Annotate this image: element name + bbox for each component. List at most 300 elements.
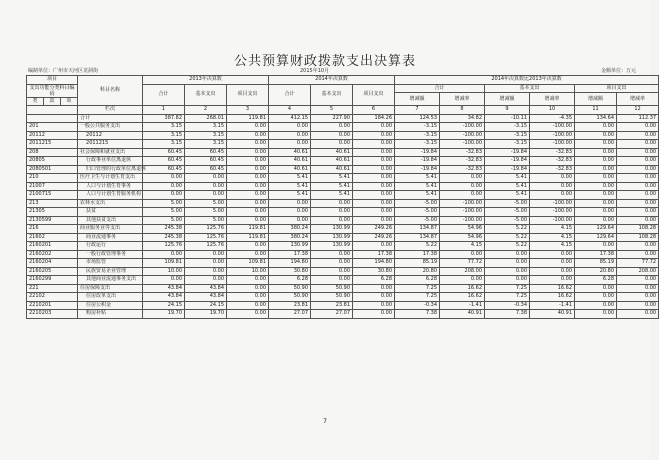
amount-cell: 5.00 [143, 216, 185, 225]
amount-cell: 5.00 [143, 208, 185, 217]
amount-cell: -100.00 [530, 140, 575, 149]
table-row [27, 131, 659, 140]
amount-cell: 0.00 [227, 242, 269, 251]
header-cmp-basic: 基本支出 [485, 84, 575, 93]
amount-cell: 0.00 [227, 250, 269, 259]
amount-cell: 0.00 [575, 199, 617, 208]
amount-cell: -5.00 [395, 199, 440, 208]
function-code: 2160201 [27, 242, 78, 251]
amount-cell: -1.41 [530, 301, 575, 310]
amount-cell: 387.82 [143, 114, 185, 123]
amount-cell: -4.35 [530, 114, 575, 123]
amount-cell: -19.84 [485, 148, 530, 157]
amount-cell: 3.15 [185, 131, 227, 140]
amount-cell: 249.26 [353, 225, 395, 234]
header-cmp-project: 项目支出 [575, 84, 659, 93]
table-row [27, 123, 659, 132]
subject-name: 购房补贴 [78, 310, 143, 319]
amount-cell: 0.00 [185, 267, 227, 276]
amount-cell: 16.62 [440, 293, 485, 302]
amount-cell: 125.76 [185, 225, 227, 234]
amount-cell: 0.00 [269, 123, 311, 132]
function-code: 22102 [27, 293, 78, 302]
subject-name: 医疗卫生与计划生育支出 [78, 174, 143, 183]
amount-cell: 0.00 [227, 310, 269, 319]
amount-cell: -19.84 [485, 165, 530, 174]
amount-cell: 3.15 [185, 140, 227, 149]
amount-cell: 0.00 [227, 165, 269, 174]
column-number: 6 [353, 106, 395, 115]
amount-cell: 0.00 [575, 123, 617, 132]
amount-cell: 125.76 [185, 242, 227, 251]
amount-cell: 109.81 [143, 259, 185, 268]
amount-cell: -19.84 [395, 165, 440, 174]
amount-cell: 0.00 [617, 293, 659, 302]
amount-cell: 0.00 [353, 174, 395, 183]
subject-name: 人口与计划生育事务 [78, 182, 143, 191]
amount-cell: 0.00 [530, 191, 575, 200]
amount-cell: 0.00 [185, 259, 227, 268]
amount-cell: -32.83 [440, 157, 485, 166]
function-code: 2160299 [27, 276, 78, 285]
amount-cell: 0.00 [227, 131, 269, 140]
amount-cell: 0.00 [311, 276, 353, 285]
amount-cell: 5.00 [143, 199, 185, 208]
amount-cell: 0.00 [353, 216, 395, 225]
amount-cell: 0.00 [575, 208, 617, 217]
amount-cell: 10.00 [143, 267, 185, 276]
amount-cell: 112.37 [617, 114, 659, 123]
amount-cell: 227.90 [311, 114, 353, 123]
subject-name: 商业流通事务 [78, 233, 143, 242]
amount-cell: 0.00 [617, 276, 659, 285]
column-number: 9 [485, 106, 530, 115]
amount-cell: 0.00 [353, 123, 395, 132]
amount-cell: 0.00 [575, 165, 617, 174]
column-number: 8 [440, 106, 485, 115]
column-number: 11 [575, 106, 617, 115]
amount-cell: 43.84 [185, 293, 227, 302]
report-date: 2015年10月 [300, 68, 330, 74]
amount-cell: 0.00 [353, 242, 395, 251]
amount-cell: 0.00 [353, 148, 395, 157]
amount-cell: -100.00 [440, 199, 485, 208]
amount-cell: -100.00 [530, 208, 575, 217]
function-code: 21007 [27, 182, 78, 191]
column-number: 3 [227, 106, 269, 115]
amount-cell: -100.00 [530, 123, 575, 132]
amount-cell: 19.70 [185, 310, 227, 319]
amount-cell: -32.83 [440, 165, 485, 174]
function-code: 201 [27, 123, 78, 132]
table-row [27, 199, 659, 208]
amount-cell: -0.34 [395, 301, 440, 310]
table-row [27, 216, 659, 225]
amount-cell: 16.62 [440, 284, 485, 293]
amount-cell: 0.00 [353, 191, 395, 200]
amount-cell: -100.00 [440, 123, 485, 132]
amount-cell: 0.00 [617, 208, 659, 217]
amount-cell: 4.15 [530, 233, 575, 242]
amount-cell: 0.00 [617, 216, 659, 225]
amount-cell: 5.41 [269, 182, 311, 191]
amount-cell: 0.00 [617, 174, 659, 183]
header-total-rate: 增减率 [440, 93, 485, 106]
amount-cell: -100.00 [440, 208, 485, 217]
amount-cell: -100.00 [530, 199, 575, 208]
function-code: 20112 [27, 131, 78, 140]
amount-cell: 54.96 [440, 233, 485, 242]
amount-cell: 43.84 [143, 284, 185, 293]
table-row [27, 191, 659, 200]
amount-cell: 50.90 [311, 293, 353, 302]
amount-cell: 268.01 [185, 114, 227, 123]
amount-cell: 0.00 [575, 242, 617, 251]
amount-cell: 108.28 [617, 225, 659, 234]
amount-cell: 249.26 [353, 233, 395, 242]
amount-cell: -32.83 [530, 165, 575, 174]
amount-cell: 6.28 [353, 276, 395, 285]
header-xiang: 项 [61, 97, 78, 106]
amount-cell: 119.81 [227, 233, 269, 242]
amount-cell: 0.00 [227, 191, 269, 200]
function-code: 2210201 [27, 301, 78, 310]
header-2014-basic: 基本支出 [311, 84, 353, 106]
amount-cell: 0.00 [143, 174, 185, 183]
amount-cell: 0.00 [617, 131, 659, 140]
amount-cell: 125.76 [143, 242, 185, 251]
amount-cell: 0.00 [575, 310, 617, 319]
subject-name: 住房改革支出 [78, 293, 143, 302]
amount-cell: -1.41 [440, 301, 485, 310]
amount-cell: -100.00 [440, 131, 485, 140]
table-row [27, 114, 659, 123]
amount-cell: 7.25 [485, 284, 530, 293]
amount-cell: 0.00 [575, 216, 617, 225]
header-code: 支出功能分类科目编码 [27, 84, 78, 97]
amount-cell: 0.00 [353, 301, 395, 310]
function-code: 210 [27, 174, 78, 183]
amount-cell: 50.90 [269, 293, 311, 302]
amount-cell: 50.90 [311, 284, 353, 293]
amount-cell: -19.84 [395, 148, 440, 157]
amount-cell: 0.00 [311, 267, 353, 276]
amount-cell: 0.00 [530, 267, 575, 276]
amount-cell: 3.15 [143, 140, 185, 149]
subject-name: 一般行政管理事务 [78, 250, 143, 259]
table-row [27, 301, 659, 310]
subject-name: 住房公积金 [78, 301, 143, 310]
function-code: 216 [27, 225, 78, 234]
amount-cell: 27.07 [269, 310, 311, 319]
amount-cell: 0.00 [617, 242, 659, 251]
amount-cell: -100.00 [530, 131, 575, 140]
amount-cell: 130.99 [311, 242, 353, 251]
subject-name: 社会保障和就业支出 [78, 148, 143, 157]
subject-name: 其他扶贫支出 [78, 216, 143, 225]
subject-name: 行政事业单位离退休 [78, 157, 143, 166]
subject-name: 2011215 [78, 140, 143, 149]
table-row [27, 284, 659, 293]
table-row [27, 208, 659, 217]
amount-cell: 0.00 [485, 250, 530, 259]
amount-cell: 0.00 [143, 250, 185, 259]
function-code: 2011215 [27, 140, 78, 149]
amount-cell: -100.00 [440, 216, 485, 225]
amount-cell: 0.00 [269, 216, 311, 225]
amount-cell: -3.15 [485, 131, 530, 140]
amount-cell: 109.81 [227, 259, 269, 268]
subject-name: 合计 [78, 114, 143, 123]
header-item: 项目 [27, 76, 78, 85]
amount-cell: 0.00 [575, 148, 617, 157]
header-compare: 2014年决算数比2013年决算数 [395, 76, 659, 85]
amount-cell: 0.00 [485, 259, 530, 268]
amount-cell: 5.41 [311, 182, 353, 191]
amount-cell: 0.00 [530, 182, 575, 191]
amount-cell: -3.15 [395, 123, 440, 132]
amount-cell: 0.00 [311, 199, 353, 208]
amount-cell: 0.00 [227, 182, 269, 191]
table-row [27, 148, 659, 157]
function-code: 2160204 [27, 259, 78, 268]
amount-cell: 5.00 [185, 216, 227, 225]
amount-cell: 129.64 [575, 225, 617, 234]
amount-cell: 5.41 [395, 191, 440, 200]
amount-cell: 0.00 [269, 140, 311, 149]
amount-cell: 3.15 [143, 131, 185, 140]
amount-cell: 4.15 [530, 225, 575, 234]
function-code: 2160202 [27, 250, 78, 259]
amount-cell: 0.00 [227, 208, 269, 217]
amount-cell: 50.90 [269, 284, 311, 293]
function-code: 2100715 [27, 191, 78, 200]
subject-name: 农林水支出 [78, 199, 143, 208]
amount-cell: 7.25 [395, 293, 440, 302]
header-cmp-total: 合计 [395, 84, 485, 93]
column-number: 2 [185, 106, 227, 115]
header-class: 类 [27, 97, 44, 106]
amount-cell: 0.00 [353, 165, 395, 174]
amount-cell: 0.00 [311, 131, 353, 140]
amount-cell: 0.00 [353, 208, 395, 217]
amount-cell: -3.15 [485, 123, 530, 132]
table-row [27, 174, 659, 183]
amount-cell: 5.41 [269, 174, 311, 183]
table-row [27, 267, 659, 276]
amount-cell: 17.38 [395, 250, 440, 259]
table-row [27, 293, 659, 302]
amount-cell: 85.19 [395, 259, 440, 268]
function-code: 21602 [27, 233, 78, 242]
header-2013-total: 合计 [143, 84, 185, 106]
amount-cell: 16.62 [530, 293, 575, 302]
amount-cell: 0.00 [227, 216, 269, 225]
amount-cell: 0.00 [143, 276, 185, 285]
amount-cell: 0.00 [530, 174, 575, 183]
amount-cell: 5.41 [485, 174, 530, 183]
amount-cell: -100.00 [530, 216, 575, 225]
amount-cell: 0.00 [485, 276, 530, 285]
amount-cell: 5.41 [311, 174, 353, 183]
amount-cell: 380.24 [269, 233, 311, 242]
amount-cell: 108.28 [617, 233, 659, 242]
amount-cell: 60.45 [143, 148, 185, 157]
amount-cell: 77.72 [617, 259, 659, 268]
function-code: 213 [27, 199, 78, 208]
function-code: 2210203 [27, 310, 78, 319]
amount-cell: 40.61 [269, 157, 311, 166]
header-2014-project: 项目支出 [353, 84, 395, 106]
amount-cell: 0.00 [617, 250, 659, 259]
amount-cell: 184.26 [353, 114, 395, 123]
amount-cell: 0.00 [143, 191, 185, 200]
amount-cell: 6.28 [269, 276, 311, 285]
amount-cell: 0.00 [185, 191, 227, 200]
amount-cell: 3.15 [143, 123, 185, 132]
amount-cell: 0.00 [311, 216, 353, 225]
table-row [27, 182, 659, 191]
header-spacer [27, 106, 78, 115]
amount-cell: 0.00 [185, 182, 227, 191]
amount-cell: 0.00 [530, 276, 575, 285]
header-name: 科目名称 [78, 76, 143, 106]
amount-cell: 0.00 [227, 293, 269, 302]
amount-cell: 0.00 [311, 123, 353, 132]
amount-cell: 0.00 [227, 140, 269, 149]
amount-cell: 43.84 [143, 293, 185, 302]
amount-cell: 0.00 [575, 182, 617, 191]
amount-cell: 0.00 [353, 182, 395, 191]
amount-cell: 0.00 [617, 140, 659, 149]
amount-cell: -10.11 [485, 114, 530, 123]
amount-cell: 0.00 [227, 157, 269, 166]
function-code: 2160205 [27, 267, 78, 276]
amount-cell: 0.00 [617, 182, 659, 191]
amount-cell: -32.83 [530, 148, 575, 157]
subject-name: 其他商业流通事务支出 [78, 276, 143, 285]
header-project-rate: 增减率 [617, 93, 659, 106]
amount-cell: 380.24 [269, 225, 311, 234]
amount-cell: 0.00 [530, 259, 575, 268]
page-number: 7 [323, 418, 327, 425]
amount-cell: 0.00 [617, 148, 659, 157]
amount-cell: 60.45 [143, 157, 185, 166]
subject-name: 住房保障支出 [78, 284, 143, 293]
subject-name: 市场监管 [78, 259, 143, 268]
amount-cell: 77.72 [440, 259, 485, 268]
currency-unit: 金额单位：万元 [600, 68, 636, 74]
amount-cell: 43.84 [185, 284, 227, 293]
amount-cell: 0.00 [353, 157, 395, 166]
amount-cell: -3.15 [395, 131, 440, 140]
amount-cell: 4.15 [530, 242, 575, 251]
amount-cell: -0.34 [485, 301, 530, 310]
amount-cell: 5.41 [395, 182, 440, 191]
subject-name: 人口与计划生育服务机构 [78, 191, 143, 200]
amount-cell: 0.00 [575, 157, 617, 166]
amount-cell: 40.61 [269, 165, 311, 174]
function-code: 2130599 [27, 216, 78, 225]
amount-cell: 7.38 [485, 310, 530, 319]
subject-name: 行政运行 [78, 242, 143, 251]
header-kuan: 款 [44, 97, 61, 106]
amount-cell: 40.91 [440, 310, 485, 319]
amount-cell: 0.00 [440, 250, 485, 259]
amount-cell: 0.00 [311, 250, 353, 259]
amount-cell: 23.81 [269, 301, 311, 310]
amount-cell: 0.00 [530, 250, 575, 259]
amount-cell: 16.62 [530, 284, 575, 293]
column-number: 10 [530, 106, 575, 115]
amount-cell: 0.00 [617, 191, 659, 200]
subject-name: 20112 [78, 131, 143, 140]
amount-cell: 0.00 [575, 140, 617, 149]
amount-cell: 5.22 [485, 242, 530, 251]
column-number: 4 [269, 106, 311, 115]
amount-cell: 5.41 [269, 191, 311, 200]
amount-cell: 60.45 [185, 148, 227, 157]
amount-cell: 0.00 [617, 310, 659, 319]
amount-cell: 17.38 [575, 250, 617, 259]
function-code: 21305 [27, 208, 78, 217]
subject-name: 扶贫 [78, 208, 143, 217]
amount-cell: 245.38 [143, 225, 185, 234]
amount-cell: 130.99 [269, 242, 311, 251]
amount-cell: 30.80 [353, 267, 395, 276]
amount-cell: 0.00 [269, 131, 311, 140]
table-row [27, 157, 659, 166]
amount-cell: 40.61 [269, 148, 311, 157]
unit-name: 编制单位：广州市天河区龙洞街 [28, 68, 99, 74]
amount-cell: 194.80 [269, 259, 311, 268]
header-2013: 2013年决算数 [143, 76, 269, 85]
amount-cell: 0.00 [311, 140, 353, 149]
amount-cell: 0.00 [353, 140, 395, 149]
column-number: 7 [395, 106, 440, 115]
table-row [27, 259, 659, 268]
amount-cell: 124.53 [395, 114, 440, 123]
function-code: 2080501 [27, 165, 78, 174]
table-row [27, 242, 659, 251]
column-number: 5 [311, 106, 353, 115]
amount-cell: 0.00 [575, 174, 617, 183]
amount-cell: 245.38 [143, 233, 185, 242]
amount-cell: 119.81 [227, 225, 269, 234]
amount-cell: 7.38 [395, 310, 440, 319]
amount-cell: 19.70 [143, 310, 185, 319]
function-code: 208 [27, 148, 78, 157]
amount-cell: -100.00 [440, 140, 485, 149]
amount-cell: 60.45 [185, 157, 227, 166]
table-row [27, 225, 659, 234]
column-number: 12 [617, 106, 659, 115]
amount-cell: -32.83 [440, 148, 485, 157]
table-row [27, 250, 659, 259]
amount-cell: 10.00 [227, 267, 269, 276]
amount-cell: 0.00 [617, 199, 659, 208]
header-2013-basic: 基本支出 [185, 84, 227, 106]
amount-cell: 7.25 [485, 293, 530, 302]
amount-cell: 0.00 [227, 148, 269, 157]
amount-cell: 0.00 [311, 208, 353, 217]
amount-cell: 0.00 [440, 174, 485, 183]
amount-cell: 5.41 [485, 182, 530, 191]
amount-cell: -5.00 [395, 216, 440, 225]
amount-cell: 0.00 [227, 174, 269, 183]
amount-cell: 194.80 [353, 259, 395, 268]
amount-cell: 40.91 [530, 310, 575, 319]
